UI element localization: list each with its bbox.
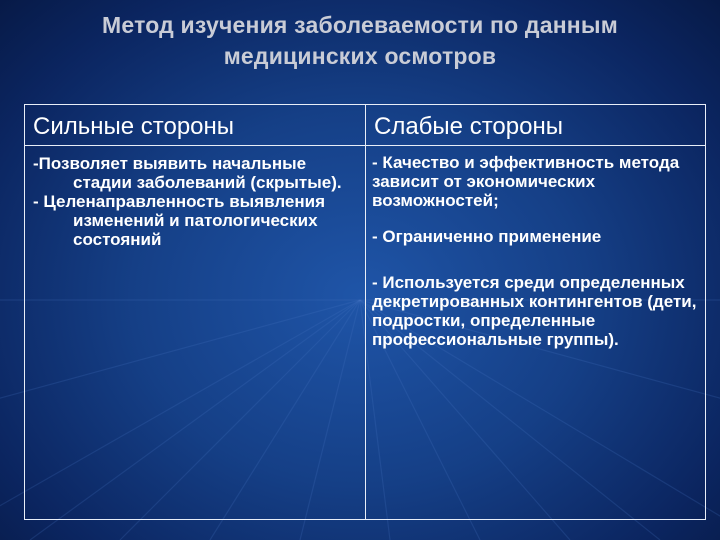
strength-item: - Целенаправленность выявления изменений и патологических состояний xyxy=(33,192,326,249)
column-divider xyxy=(365,105,366,519)
slide-title xyxy=(0,10,720,72)
strengths-header: Сильные стороны xyxy=(33,113,235,140)
comparison-table xyxy=(24,104,706,520)
weakness-item: - Качество и эффективность метода зависит от экономических возможностей; xyxy=(372,153,680,210)
strength-item: -Позволяет выявить начальные стадии заболеваний (скрытые). xyxy=(33,154,342,192)
weaknesses-header: Слабые стороны xyxy=(374,113,563,140)
weaknesses-column xyxy=(372,153,704,349)
strengths-column xyxy=(33,154,359,249)
weakness-item: - Ограниченно применение xyxy=(372,227,602,246)
slide-title-line-2: медицинских осмотров xyxy=(223,43,497,69)
slide-title-line-1: Метод изучения заболеваемости по данным xyxy=(102,12,618,38)
weakness-item: - Используется среди определенных декретированных контингентов (дети, подростки, определенные профессиональные группы). xyxy=(372,273,697,349)
header-divider xyxy=(25,145,705,146)
